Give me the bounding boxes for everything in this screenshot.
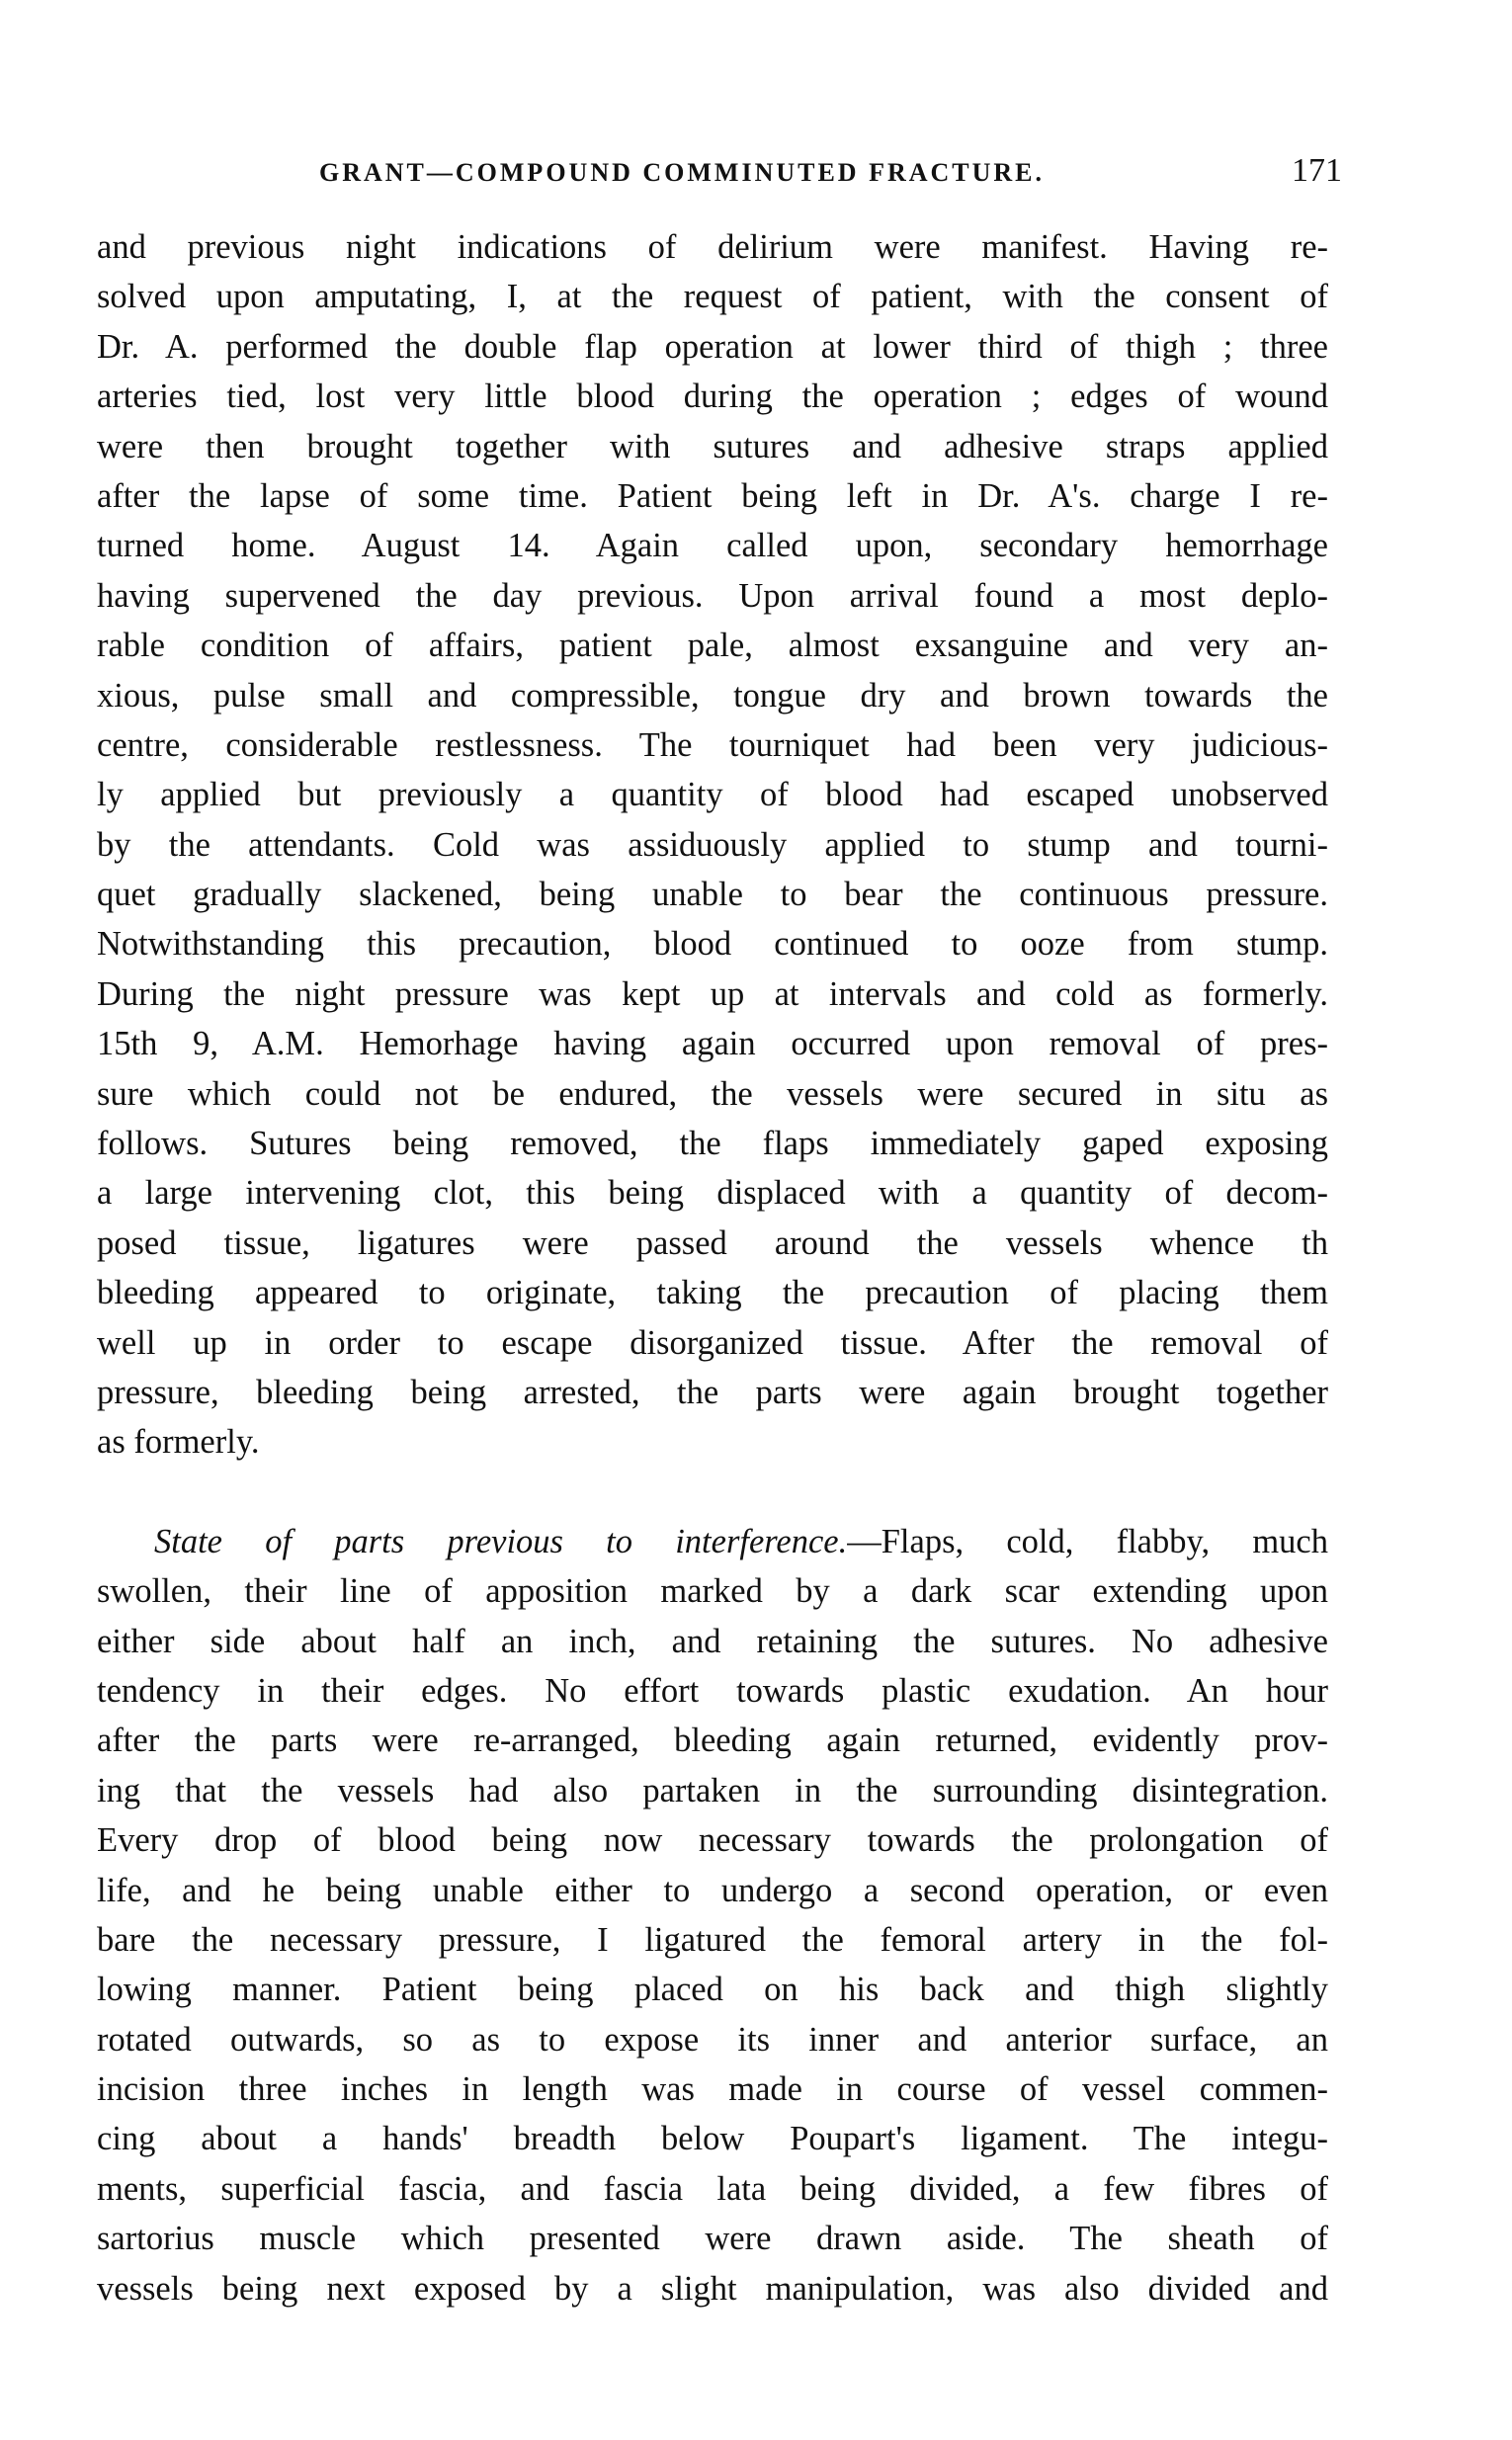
- text-line: as formerly.: [97, 1423, 260, 1462]
- text-line: quet gradually slackened, being unable to bear the continuous pressure.: [97, 876, 1328, 914]
- text-line: were then brought together with sutures and adhesive straps applied: [97, 427, 1328, 465]
- paragraph-gap: [97, 1468, 1328, 1517]
- text-line: ments, superficial fascia, and fascia lata being divided, a few fibres of: [97, 2169, 1328, 2208]
- paragraph-1: [97, 222, 1328, 1468]
- text-line: ly applied but previously a quantity of blood had escaped unobserved: [97, 776, 1328, 814]
- text-line: by the attendants. Cold was assiduously applied to stump and tourni-: [97, 825, 1328, 864]
- text-line: incision three inches in length was made in course of vessel commen-: [97, 2070, 1328, 2109]
- text-line: either side about half an inch, and retaining the sutures. No adhesive: [97, 1622, 1328, 1660]
- text-line: after the lapse of some time. Patient being left in Dr. A's. charge I re-: [97, 476, 1328, 515]
- page-number: 171: [1292, 152, 1342, 189]
- text-line: bleeding appeared to originate, taking the precaution of placing them: [97, 1274, 1328, 1312]
- text-line: arteries tied, lost very little blood during the operation ; edges of wound: [97, 378, 1328, 416]
- text-line: rotated outwards, so as to expose its inner and anterior surface, an: [97, 2020, 1328, 2059]
- text-line: xious, pulse small and compressible, tongue dry and brown towards the: [97, 676, 1328, 715]
- running-head: [97, 152, 1342, 198]
- text-line: and previous night indications of delirium were manifest. Having re-: [97, 228, 1328, 266]
- text-line: Every drop of blood being now necessary towards the prolongation of: [97, 1821, 1328, 1860]
- text-line: bare the necessary pressure, I ligatured the femoral artery in the fol-: [97, 1920, 1328, 1959]
- text-line: vessels being next exposed by a slight manipulation, was also divided and: [97, 2269, 1328, 2308]
- paragraph-2: [97, 1517, 1328, 2314]
- text-line: having supervened the day previous. Upon arrival found a most deplo-: [97, 576, 1328, 615]
- text-line: pressure, bleeding being arrested, the parts were again brought together: [97, 1373, 1328, 1411]
- text-line: turned home. August 14. Again called upon, secondary hemorrhage: [97, 527, 1328, 565]
- text-line: 15th 9, A.M. Hemorhage having again occurred upon removal of pres-: [97, 1025, 1328, 1063]
- text-line: tendency in their edges. No effort towards plastic exudation. An hour: [97, 1671, 1328, 1710]
- text-line: follows. Sutures being removed, the flaps immediately gaped exposing: [97, 1125, 1328, 1163]
- text-line: life, and he being unable either to undergo a second operation, or even: [97, 1871, 1328, 1909]
- text-line: sure which could not be endured, the vessels were secured in situ as: [97, 1074, 1328, 1113]
- text-line: posed tissue, ligatures were passed around the vessels whence th: [97, 1223, 1328, 1262]
- section-caption: State of parts previous to interference.: [154, 1522, 848, 1560]
- text-line: sartorius muscle which presented were drawn aside. The sheath of: [97, 2220, 1328, 2258]
- text-line: solved upon amputating, I, at the request of patient, with the consent of: [97, 278, 1328, 316]
- body-text: [97, 222, 1328, 2314]
- text-line: ing that the vessels had also partaken in the surrounding disintegration.: [97, 1771, 1328, 1809]
- text-line: a large intervening clot, this being displaced with a quantity of decom-: [97, 1174, 1328, 1213]
- text-line: well up in order to escape disorganized tissue. After the removal of: [97, 1323, 1328, 1362]
- text-line: rable condition of affairs, patient pale, almost exsanguine and very an-: [97, 627, 1328, 665]
- text-line: During the night pressure was kept up at intervals and cold as formerly.: [97, 974, 1328, 1013]
- text-line: [97, 1517, 1328, 1566]
- text-line: centre, considerable restlessness. The tourniquet had been very judicious-: [97, 725, 1328, 764]
- text-line: Dr. A. performed the double flap operation at lower third of thigh ; three: [97, 327, 1328, 366]
- text-line: cing about a hands' breadth below Poupart's ligament. The integu-: [97, 2120, 1328, 2158]
- text-line: after the parts were re-arranged, bleeding again returned, evidently prov-: [97, 1722, 1328, 1760]
- running-title: GRANT—COMPOUND COMMINUTED FRACTURE.: [319, 158, 1046, 187]
- text-line: Notwithstanding this precaution, blood continued to ooze from stump.: [97, 925, 1328, 964]
- text-line: swollen, their line of apposition marked by a dark scar extending upon: [97, 1572, 1328, 1611]
- text-line: lowing manner. Patient being placed on his back and thigh slightly: [97, 1971, 1328, 2009]
- caption-continuation: —Flaps, cold, flabby, much: [847, 1522, 1328, 1560]
